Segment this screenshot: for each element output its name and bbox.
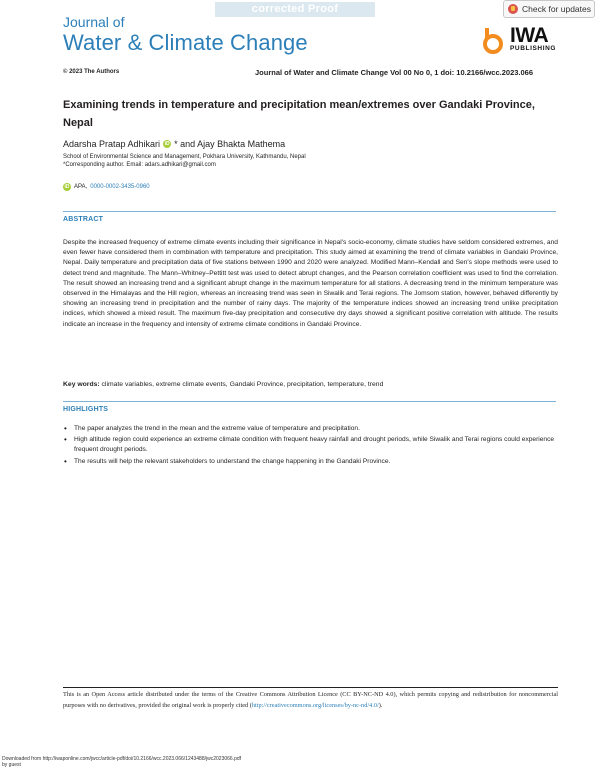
license-end: ). [378,701,383,709]
iwa-logo-icon [482,22,508,56]
keywords [63,381,558,388]
corresponding-author: *Corresponding author. Email: adars.adhikari@gmail.com [63,162,216,168]
abstract-heading: ABSTRACT [63,216,104,223]
download-url: Downloaded from http://iwaponline.com/jwcc/article-pdf/doi/10.2166/wcc.2023.066/1243488/jwc2023066.pdf [2,756,242,762]
license-link[interactable]: http://creativecommons.org/licenses/by-nc-nd/4.0/ [251,701,379,709]
orcid-link[interactable]: 0000-0002-3435-0960 [90,184,150,190]
download-guest: by guest [2,762,21,768]
article-title: Examining trends in temperature and precipitation mean/extremes over Gandaki Province, Nepal [63,99,535,129]
orcid-icon[interactable]: iD [164,141,170,147]
highlight-item: • High altitude region could experience an extreme climate condition with frequent heavy rainfall and drought periods, while Siwalik and Terai regions could experience frequent drought periods. [63,435,558,455]
orcid-line [63,183,150,191]
affiliation [63,153,306,169]
license-text: This is an Open Access article distributed under the terms of the Creative Commons Attribution Licence (CC BY-NC-ND 4.0), which permits copying and redistribution for noncommercial purposes with no derivatives, provided the original work is properly cited ( [63,691,558,709]
highlight-item: • The paper analyzes the trend in the mean and the extreme value of temperature and precipitation. [63,424,558,434]
highlights-heading: HIGHLIGHTS [63,406,109,413]
footer-divider [63,687,558,688]
orcid-label: APA, [74,184,88,190]
author-line [63,139,285,149]
author-first[interactable]: Adarsha Pratap Adhikari [63,139,161,149]
publisher-subtitle: PUBLISHING [510,45,557,52]
section-divider [63,211,556,212]
section-divider [63,401,556,402]
affiliation-line: School of Environmental Science and Management, Pokhara University, Kathmandu, Nepal [63,154,306,160]
orcid-icon: iD [64,184,70,190]
corrected-proof-banner: corrected Proof [215,2,375,17]
author-rest: * and Ajay Bhakta Mathema [174,139,286,149]
publisher-name: IWA [510,24,549,47]
highlights-list [63,424,558,468]
keywords-label: Key words: [63,381,100,388]
check-for-updates-button[interactable] [503,0,595,18]
download-notice [2,756,241,768]
copyright-notice: © 2023 The Authors [63,69,120,75]
crossmark-icon [508,4,518,14]
abstract-text: Despite the increased frequency of extreme climate events including their significance in Nepal's socio-economy, climate studies have seldom considered extremes, and even fewer have considered them in combination with temperature and precipitation. This study aimed at examining the trend of climate variables in Gandaki Province, Nepal. Daily temperature and precipitation data of five stations between 1990 and 2020 were analyzed. Modified Mann–Kendall and Sen's slope methods were used to detect trend and magnitude. The Mann–Whitney–Pettitt test was used to detect abrupt changes, and the Pearson correlation coefficient was used to find the correlation. The result showed an increasing trend and a significant abrupt change in the maximum temperature for all stations. A decreasing trend in the minimum temperature was observed in the Himalayas and the Hill region, whereas an increasing trend was seen in Siwalik and Terai regions. The Jomsom station, however, behaved differently by showing an increasing trend in precipitation and the number of rainy days. The majority of the temperature indices showed an increasing trend unlike precipitation indices, which showed a mixed result. The maximum five-day precipitation and consecutive dry days showed a significant positive correlation with altitude. The results indicate an increase in the frequency and intensity of extreme climate conditions in Gandaki Province. [63,239,558,328]
citation-line[interactable]: Journal of Water and Climate Change Vol 00 No 0, 1 doi: 10.2166/wcc.2023.066 [255,68,534,77]
keywords-text: climate variables, extreme climate events, Gandaki Province, precipitation, temperature, trend [101,381,384,388]
check-for-updates-label: Check for updates [522,4,591,14]
license-notice [63,690,558,711]
highlight-item: • The results will help the relevant stakeholders to understand the change happening in the Gandaki Province. [63,457,558,467]
journal-title-line1: Journal of [63,14,125,30]
journal-title-line2: Water & Climate Change [63,30,308,55]
